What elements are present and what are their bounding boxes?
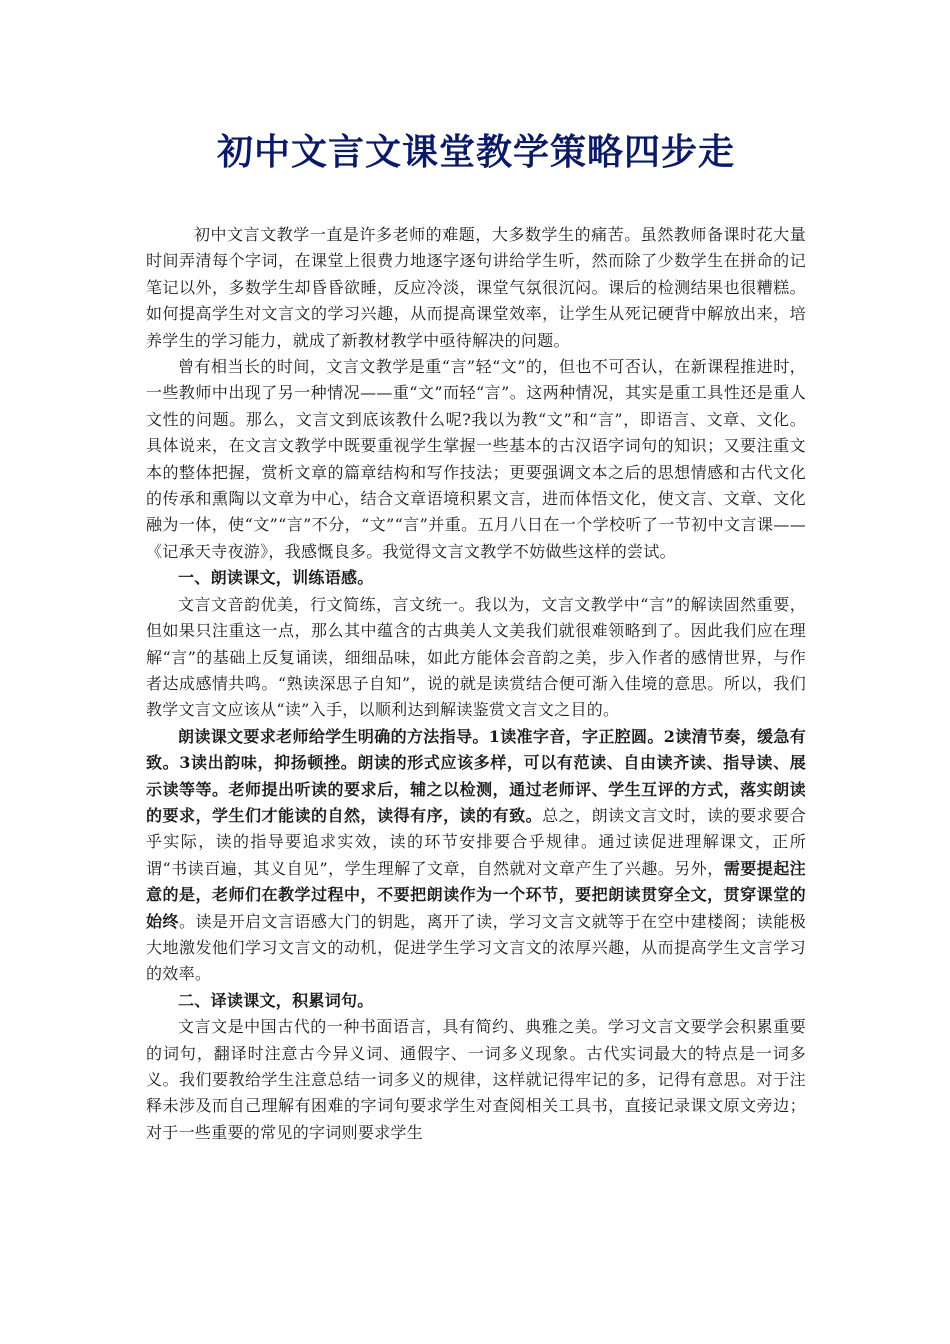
bold-text-reading-guidance: 朗读课文要求老师给学生明确的方法指导。1读准字音，字正腔圆。2读清节奏，缓急有致。3读出韵味，抑扬顿挫。朗读的形式应该多样，可以有范读、自由读齐读、指导读、展示读等等。老师提出听读的要求后，辅之以检测，通过老师评、学生互评的方式，落实朗读的要求，学生们才能读的自然，读得有序，读的有致。 <box>146 726 806 825</box>
document-page <box>146 0 806 1146</box>
document-title: 初中文言文课堂教学策略四步走 <box>216 131 735 173</box>
section-heading-1: 一、朗读课文，训练语感。 <box>178 568 374 588</box>
document-body <box>146 222 806 1146</box>
section-heading-2: 二、译读课文，积累词句。 <box>178 990 374 1010</box>
bold-text-reading-throughout: 需要提起注意的是，老师们在教学过程中，不要把朗读作为一个环节，要把朗读贯穿全文，贯穿课堂的始终 <box>146 858 806 931</box>
paragraph-translation: 文言文是中国古代的一种书面语言，具有简约、典雅之美。学习文言文要学会积累重要的词句，翻译时注意古今异义词、通假字、一词多义现象。古代实词最大的特点是一词多义。我们要教给学生注意总结一词多义的规律，这样就记得牢记的多，记得有意思。对于注释未涉及而自己理解有困难的字词句要求学生对查阅相关工具书，直接记录课文原文旁边；对于一些重要的常见的字词则要求学生 <box>146 1017 806 1142</box>
paragraph-reading-method <box>146 724 806 988</box>
text-reading-conclusion: 。读是开启文言语感大门的钥匙，离开了读，学习文言文就等于在空中建楼阁；读能极大地激发他们学习文言文的动机，促进学生学习文言文的浓厚兴趣，从而提高学生文言学习的效率。 <box>146 911 806 984</box>
text-reading-summary: 总之，朗读文言文时，读的要求要合乎实际，读的指导要追求实效，读的环节安排要合乎规律。通过读促进理解课文，正所谓“书读百遍，其义自见”，学生理解了文章，自然就对文章产生了兴趣。另外， <box>146 805 806 878</box>
paragraph-wen-yan: 曾有相当长的时间，文言文教学是重“言”轻“文”的，但也不可否认，在新课程推进时，一些教师中出现了另一种情况——重“文”而轻“言”。这两种情况，其实是重工具性还是重人文性的问题。那么，文言文到底该教什么呢?我以为教“文”和“言”，即语言、文章、文化。具体说来，在文言文教学中既要重视学生掌握一些基本的古汉语字词句的知识；又要注重文本的整体把握，赏析文章的篇章结构和写作技法；更要强调文本之后的思想情感和古代文化的传承和熏陶以文章为中心，结合文章语境积累文言，进而体悟文化，使文言、文章、文化融为一体，使“文”“言”不分，“文”“言”并重。五月八日在一个学校听了一节初中文言课——《记承天寺夜游》，我感慨良多。我觉得文言文教学不妨做些这样的尝试。 <box>146 357 806 561</box>
paragraph-intro: 初中文言文教学一直是许多老师的难题，大多数学生的痛苦。虽然教师备课时花大量时间弄清每个字词，在课堂上很费力地逐字逐句讲给学生听，然而除了少数学生在拼命的记笔记以外，多数学生却昏昏欲睡，反应冷淡，课堂气氛很沉闷。课后的检测结果也很糟糕。如何提高学生对文言文的学习兴趣，从而提高课堂效率，让学生从死记硬背中解放出来，培养学生的学习能力，就成了新教材教学中亟待解决的问题。 <box>146 225 806 350</box>
paragraph-reading-intro: 文言文音韵优美，行文简练，言文统一。我以为，文言文教学中“言”的解读固然重要，但如果只注重这一点，那么其中蕴含的古典美人文美我们就很难领略到了。因此我们应在理解“言”的基础上反复诵读，细细品味，如此方能体会音韵之美，步入作者的感情世界，与作者达成感情共鸣。“熟读深思子自知”，说的就是读赏结合便可渐入佳境的意思。所以，我们教学文言文应该从“读”入手，以顺利达到解读鉴赏文言文之目的。 <box>146 594 806 720</box>
